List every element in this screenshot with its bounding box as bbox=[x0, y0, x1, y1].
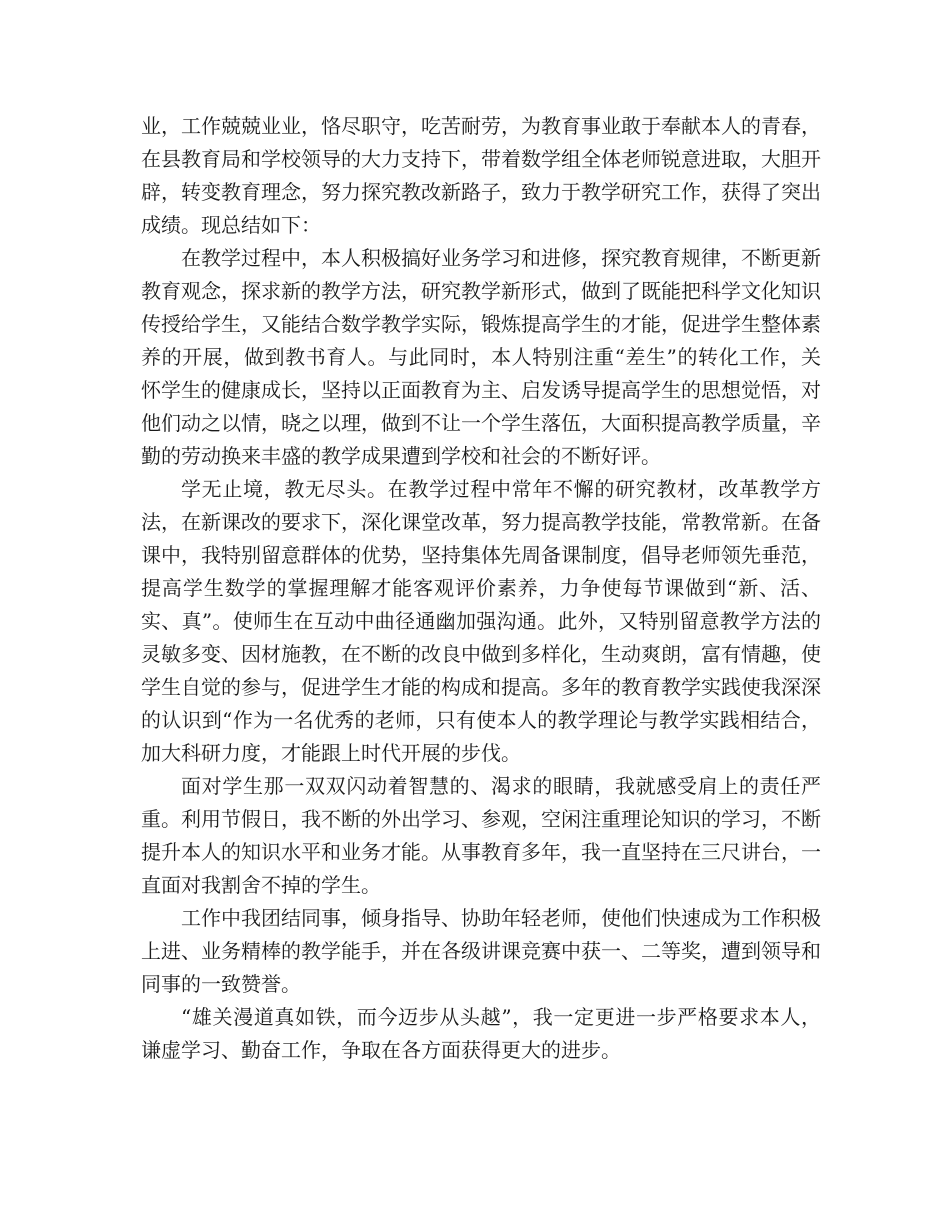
paragraph-teaching-process: 在教学过程中，本人积极搞好业务学习和进修，探究教育规律，不断更新教育观念，探求新的教学方法，研究教学新形式，做到了既能把科学文化知识传授给学生，又能结合数学教学实际，锻炼提高学生的才能，促进学生整体素养的开展，做到教书育人。与此同时，本人特别注重“差生”的转化工作，关怀学生的健康成长，坚持以正面教育为主、启发诱导提高学生的思想觉悟，对他们动之以情，晓之以理，做到不让一个学生落伍，大面积提高教学质量，辛勤的劳动换来丰盛的教学成果遭到学校和社会的不断好评。 bbox=[141, 246, 821, 468]
paragraph-endless-learning: 学无止境，教无尽头。在教学过程中常年不懈的研究教材，改革教学方法，在新课改的要求下，深化课堂改革，努力提高教学技能，常教常新。在备课中，我特别留意群体的优势，坚持集体先周备课制度，倡导老师领先垂范，提高学生数学的掌握理解才能客观评价素养，力争使每节课做到“新、活、实、真”。使师生在互动中曲径通幽加强沟通。此外，又特别留意教学方法的灵敏多变、因材施教，在不断的改良中做到多样化，生动爽朗，富有情趣，使学生自觉的参与，促进学生才能的构成和提高。多年的教育教学实践使我深深的认识到“作为一名优秀的老师，只有使本人的教学理论与教学实践相结合，加大科研力度，才能跟上时代开展的步伐。 bbox=[141, 477, 821, 765]
paragraph-colleagues: 工作中我团结同事，倾身指导、协助年轻老师，使他们快速成为工作积极上进、业务精棒的教学能手，并在各级讲课竞赛中获一、二等奖，遭到领导和同事的一致赞誉。 bbox=[141, 906, 821, 996]
document-body bbox=[141, 110, 821, 1067]
paragraph-continuation: 业，工作兢兢业业，恪尽职守，吃苦耐劳，为教育事业敢于奉献本人的青春，在县教育局和学校领导的大力支持下，带着数学组全体老师锐意进取，大胆开辟，转变教育理念，努力探究教改新路子，致力于教学研究工作，获得了突出成绩。现总结如下： bbox=[141, 114, 821, 237]
paragraph-responsibility: 面对学生那一双双闪动着智慧的、渴求的眼睛，我就感受肩上的责任严重。利用节假日，我不断的外出学习、参观，空闲注重理论知识的学习，不断提升本人的知识水平和业务才能。从事教育多年，我一直坚持在三尺讲台，一直面对我割舍不掉的学生。 bbox=[141, 774, 821, 897]
paragraph-conclusion: “雄关漫道真如铁，而今迈步从头越”，我一定更进一步严格要求本人，谦虚学习、勤奋工作，争取在各方面获得更大的进步。 bbox=[141, 1005, 821, 1062]
